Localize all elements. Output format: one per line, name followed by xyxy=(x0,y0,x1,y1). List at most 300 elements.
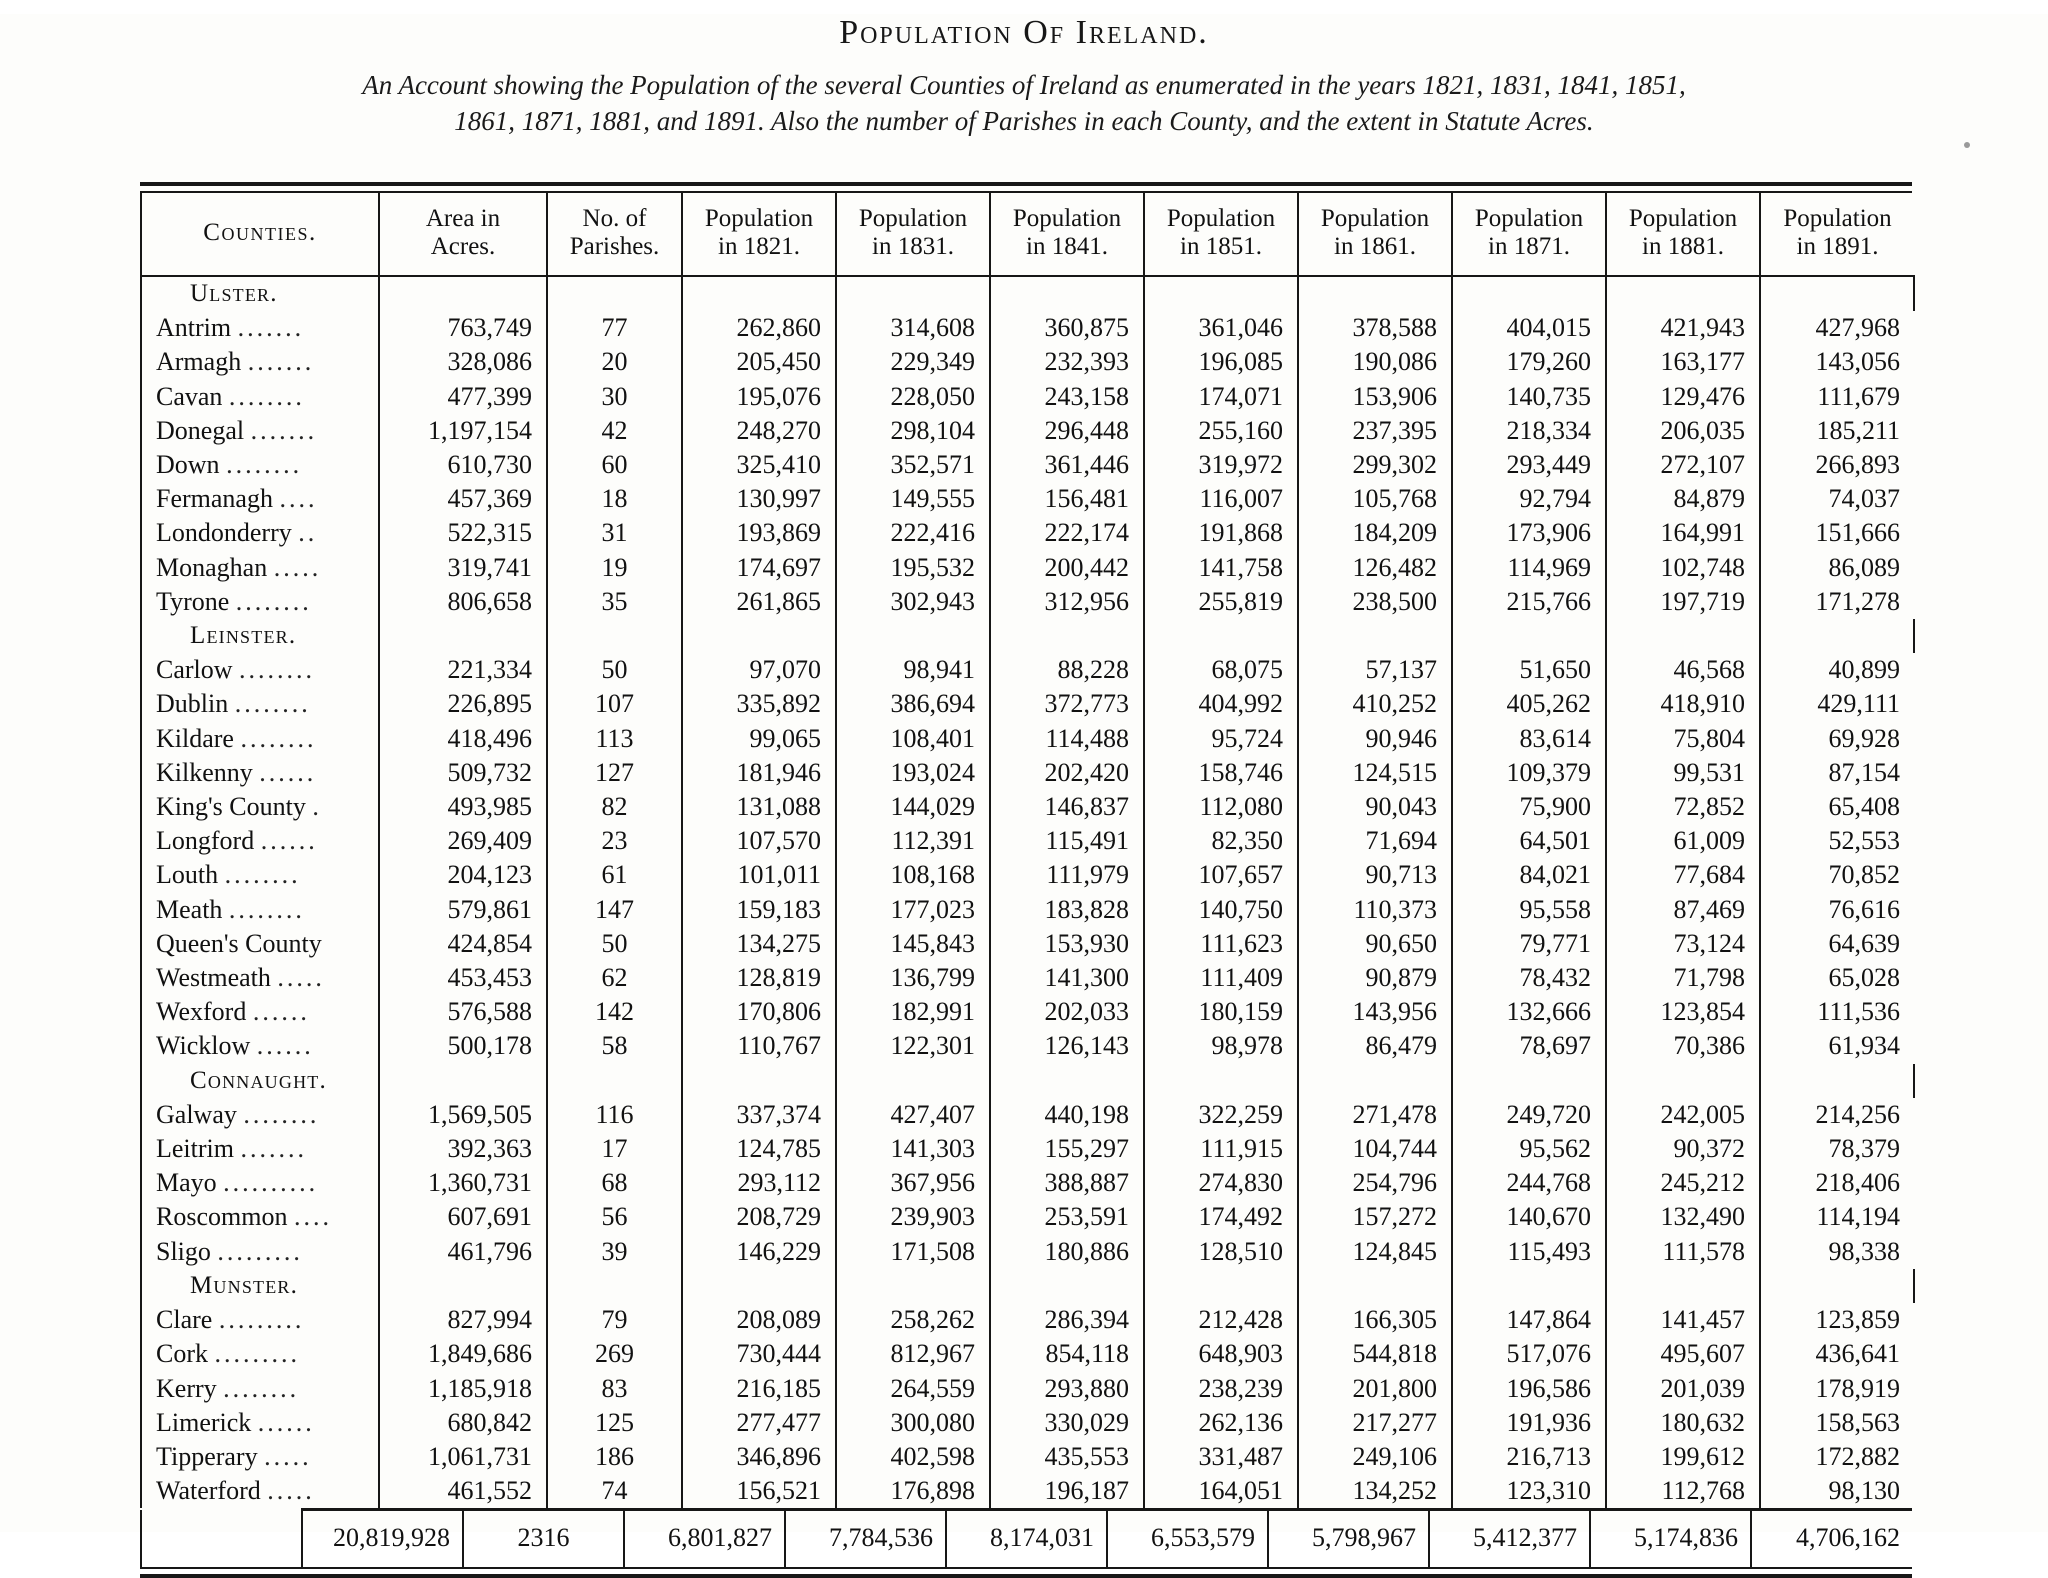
empty-cell xyxy=(1606,1269,1760,1303)
population-1871-cell: 147,864 xyxy=(1452,1303,1606,1337)
county-name: Fermanagh xyxy=(156,484,273,514)
population-1821-cell: 174,697 xyxy=(682,551,836,585)
population-1821-cell: 124,785 xyxy=(682,1132,836,1166)
population-1861-cell: 71,694 xyxy=(1298,824,1452,858)
population-1841-cell: 296,448 xyxy=(990,414,1144,448)
population-1891-cell: 178,919 xyxy=(1815,1373,1900,1403)
table-bottom-rule xyxy=(140,1567,1912,1578)
county-name: Kildare xyxy=(156,723,234,753)
population-1831-cell: 229,349 xyxy=(836,345,990,379)
county-name: Westmeath xyxy=(156,963,271,993)
empty-cell xyxy=(547,619,682,653)
header-line-2: in 1831. xyxy=(872,233,954,260)
header-line-1: Area in xyxy=(425,205,501,232)
county-name-cell xyxy=(141,448,379,482)
population-1851-cell: 68,075 xyxy=(1144,653,1298,687)
population-1841-cell: 200,442 xyxy=(990,551,1144,585)
population-1891-cell: 158,563 xyxy=(1815,1407,1900,1437)
county-name-cell xyxy=(141,1200,379,1234)
empty-cell xyxy=(379,619,547,653)
population-1851-cell: 262,136 xyxy=(1144,1406,1298,1440)
area-acres-cell: 1,061,731 xyxy=(379,1440,547,1474)
population-1841-cell: 88,228 xyxy=(990,653,1144,687)
column-header-counties xyxy=(141,193,379,276)
dot-leader: . xyxy=(312,792,322,822)
population-1831-cell: 812,967 xyxy=(836,1337,990,1371)
population-1891-cell: 123,859 xyxy=(1815,1305,1900,1335)
population-1861-cell: 249,106 xyxy=(1298,1440,1452,1474)
area-acres-cell: 424,854 xyxy=(379,927,547,961)
dot-leader: ...... xyxy=(256,1031,314,1061)
county-name-cell xyxy=(141,1235,379,1269)
county-name-cell xyxy=(141,653,379,687)
county-name-cell xyxy=(141,722,379,756)
population-1861-cell: 157,272 xyxy=(1298,1200,1452,1234)
population-1891-cell: 61,934 xyxy=(1828,1031,1900,1061)
population-1881-cell: 201,039 xyxy=(1606,1372,1760,1406)
population-1891-cell: 65,028 xyxy=(1828,963,1900,993)
population-1851-cell: 111,409 xyxy=(1144,961,1298,995)
dot-leader: ........ xyxy=(226,450,303,480)
county-name-cell xyxy=(141,1337,379,1371)
population-1851-cell: 191,868 xyxy=(1144,516,1298,550)
population-1891-cell: 185,211 xyxy=(1816,415,1900,445)
parishes-count-cell: 42 xyxy=(547,414,682,448)
empty-cell xyxy=(1606,619,1760,653)
dot-leader: ........ xyxy=(224,860,301,890)
population-1841-cell: 114,488 xyxy=(990,722,1144,756)
parishes-count-cell: 82 xyxy=(547,790,682,824)
population-1871-cell: 404,015 xyxy=(1452,311,1606,345)
population-1831-cell: 145,843 xyxy=(836,927,990,961)
dot-leader: ..... xyxy=(267,1476,315,1506)
dot-leader: ......... xyxy=(218,1305,305,1335)
parishes-count-cell: 60 xyxy=(547,448,682,482)
county-name: Mayo xyxy=(156,1168,217,1198)
population-1821-cell: 248,270 xyxy=(682,414,836,448)
parishes-count-cell: 17 xyxy=(547,1132,682,1166)
empty-cell xyxy=(379,1269,547,1303)
population-1841-cell: 388,887 xyxy=(990,1166,1144,1200)
table-row xyxy=(141,1406,1914,1440)
area-acres-cell: 221,334 xyxy=(379,653,547,687)
table-row xyxy=(141,687,1914,721)
population-1821-cell: 730,444 xyxy=(682,1337,836,1371)
county-name-cell xyxy=(141,345,379,379)
dot-leader: ........ xyxy=(228,894,305,924)
population-1851-cell: 140,750 xyxy=(1144,893,1298,927)
county-name: Sligo xyxy=(156,1236,211,1266)
population-1851-cell: 274,830 xyxy=(1144,1166,1298,1200)
empty-cell xyxy=(547,1064,682,1098)
county-name-cell xyxy=(141,790,379,824)
population-1831-cell: 195,532 xyxy=(836,551,990,585)
county-name: Londonderry xyxy=(156,518,292,548)
area-acres-cell: 610,730 xyxy=(379,448,547,482)
county-name: Donegal xyxy=(156,415,245,445)
population-1881-cell: 90,372 xyxy=(1606,1132,1760,1166)
document-page xyxy=(0,14,2048,1553)
population-1891-cell: 86,089 xyxy=(1828,552,1900,582)
population-1891-cell: 427,968 xyxy=(1815,313,1900,343)
parishes-count-cell: 127 xyxy=(547,756,682,790)
population-1831-cell: 302,943 xyxy=(836,585,990,619)
county-name-cell xyxy=(141,1166,379,1200)
population-1851-cell: 255,160 xyxy=(1144,414,1298,448)
header-line-2: in 1861. xyxy=(1334,233,1416,260)
population-1831-cell: 98,941 xyxy=(836,653,990,687)
population-1871-cell: 78,432 xyxy=(1452,961,1606,995)
empty-cell xyxy=(836,1064,990,1098)
population-1881-cell: 180,632 xyxy=(1606,1406,1760,1440)
population-1881-cell: 421,943 xyxy=(1606,311,1760,345)
dot-leader: ........ xyxy=(234,689,311,719)
dot-leader: ........ xyxy=(235,586,312,616)
population-1861-cell: 238,500 xyxy=(1298,585,1452,619)
population-1861-cell: 378,588 xyxy=(1298,311,1452,345)
dot-leader: ......... xyxy=(214,1339,300,1369)
population-1841-cell: 232,393 xyxy=(990,345,1144,379)
population-1881-cell: 61,009 xyxy=(1606,824,1760,858)
population-1881-cell: 197,719 xyxy=(1606,585,1760,619)
table-row xyxy=(141,448,1914,482)
population-1861-cell: 90,946 xyxy=(1298,722,1452,756)
population-1861-cell: 90,043 xyxy=(1298,790,1452,824)
county-name: Kerry xyxy=(156,1373,217,1403)
population-1821-cell: 216,185 xyxy=(682,1372,836,1406)
table-row xyxy=(141,653,1914,687)
parishes-count-cell: 186 xyxy=(547,1440,682,1474)
parishes-count-cell: 31 xyxy=(547,516,682,550)
population-1821-cell: 181,946 xyxy=(682,756,836,790)
population-1831-cell: 258,262 xyxy=(836,1303,990,1337)
table-row xyxy=(141,1235,1914,1269)
empty-cell xyxy=(836,1269,990,1303)
county-name: Tipperary xyxy=(156,1441,258,1471)
population-1871-cell: 109,379 xyxy=(1452,756,1606,790)
empty-cell xyxy=(990,276,1144,311)
population-1891-cell: 40,899 xyxy=(1828,655,1900,685)
empty-cell xyxy=(1760,276,1914,311)
area-acres-cell: 522,315 xyxy=(379,516,547,550)
population-1871-cell: 140,735 xyxy=(1452,380,1606,414)
population-1871-cell: 132,666 xyxy=(1452,995,1606,1029)
area-acres-cell: 392,363 xyxy=(379,1132,547,1166)
empty-cell xyxy=(379,276,547,311)
table-row xyxy=(141,790,1914,824)
population-1841-cell: 222,174 xyxy=(990,516,1144,550)
population-1841-cell: 361,446 xyxy=(990,448,1144,482)
population-1861-cell: 190,086 xyxy=(1298,345,1452,379)
totals-1871: 5,412,377 xyxy=(1429,1510,1590,1568)
population-1841-cell: 360,875 xyxy=(990,311,1144,345)
county-name: Wexford xyxy=(156,997,247,1027)
county-name: Roscommon xyxy=(156,1202,288,1232)
population-1871-cell: 216,713 xyxy=(1452,1440,1606,1474)
population-1861-cell: 544,818 xyxy=(1298,1337,1452,1371)
population-1831-cell: 402,598 xyxy=(836,1440,990,1474)
area-acres-cell: 319,741 xyxy=(379,551,547,585)
county-name: Waterford xyxy=(156,1476,261,1506)
population-1851-cell: 361,046 xyxy=(1144,311,1298,345)
population-1871-cell: 92,794 xyxy=(1452,482,1606,516)
county-name-cell xyxy=(141,414,379,448)
population-1861-cell: 86,479 xyxy=(1298,1029,1452,1063)
county-name: Wicklow xyxy=(156,1031,251,1061)
county-name-cell xyxy=(141,961,379,995)
area-acres-cell: 461,552 xyxy=(379,1474,547,1508)
population-1821-cell: 131,088 xyxy=(682,790,836,824)
population-1821-cell: 205,450 xyxy=(682,345,836,379)
empty-cell xyxy=(990,619,1144,653)
province-header-row xyxy=(141,1064,1914,1098)
population-1891-cell: 70,852 xyxy=(1828,860,1900,890)
population-1881-cell: 99,531 xyxy=(1606,756,1760,790)
totals-row xyxy=(141,1510,1912,1568)
county-name: Carlow xyxy=(156,655,233,685)
population-1841-cell: 111,979 xyxy=(990,858,1144,892)
empty-cell xyxy=(1760,619,1914,653)
parishes-count-cell: 116 xyxy=(547,1098,682,1132)
population-1891-cell: 65,408 xyxy=(1828,792,1900,822)
area-acres-cell: 1,360,731 xyxy=(379,1166,547,1200)
population-1861-cell: 201,800 xyxy=(1298,1372,1452,1406)
population-1871-cell: 79,771 xyxy=(1452,927,1606,961)
area-acres-cell: 763,749 xyxy=(379,311,547,345)
table-body xyxy=(141,276,1914,1508)
header-line-2: in 1891. xyxy=(1796,233,1879,260)
population-1841-cell: 180,886 xyxy=(990,1235,1144,1269)
empty-cell xyxy=(1452,619,1606,653)
population-1861-cell: 126,482 xyxy=(1298,551,1452,585)
county-name: Down xyxy=(156,450,220,480)
population-1831-cell: 108,168 xyxy=(836,858,990,892)
county-name: King's County xyxy=(156,792,306,822)
parishes-count-cell: 50 xyxy=(547,927,682,961)
area-acres-cell: 1,569,505 xyxy=(379,1098,547,1132)
population-1821-cell: 335,892 xyxy=(682,687,836,721)
population-1871-cell: 75,900 xyxy=(1452,790,1606,824)
table-row xyxy=(141,756,1914,790)
county-name: Leitrim xyxy=(156,1134,234,1164)
dot-leader: ......... xyxy=(217,1236,303,1266)
province-header-row xyxy=(141,276,1914,311)
population-1851-cell: 404,992 xyxy=(1144,687,1298,721)
population-1891-cell: 76,616 xyxy=(1828,894,1900,924)
county-name: Armagh xyxy=(156,347,242,377)
county-name-cell xyxy=(141,687,379,721)
empty-cell xyxy=(1144,276,1298,311)
population-1881-cell: 75,804 xyxy=(1606,722,1760,756)
population-1871-cell: 115,493 xyxy=(1452,1235,1606,1269)
table-row xyxy=(141,1166,1914,1200)
population-1831-cell: 122,301 xyxy=(836,1029,990,1063)
population-1831-cell: 149,555 xyxy=(836,482,990,516)
area-acres-cell: 269,409 xyxy=(379,824,547,858)
column-header-in1821 xyxy=(682,193,836,276)
table-row xyxy=(141,1303,1914,1337)
area-acres-cell: 827,994 xyxy=(379,1303,547,1337)
population-1871-cell: 405,262 xyxy=(1452,687,1606,721)
population-1831-cell: 108,401 xyxy=(836,722,990,756)
population-1881-cell: 242,005 xyxy=(1606,1098,1760,1132)
population-1821-cell: 107,570 xyxy=(682,824,836,858)
population-1821-cell: 325,410 xyxy=(682,448,836,482)
population-1831-cell: 352,571 xyxy=(836,448,990,482)
population-1821-cell: 101,011 xyxy=(682,858,836,892)
parishes-count-cell: 30 xyxy=(547,380,682,414)
totals-area: 20,819,928 xyxy=(302,1510,463,1568)
county-name-cell xyxy=(141,1132,379,1166)
population-1891-cell: 111,679 xyxy=(1817,381,1900,411)
county-name-cell xyxy=(141,858,379,892)
county-name-cell xyxy=(141,893,379,927)
header-line-2: Parishes. xyxy=(569,233,660,260)
population-1831-cell: 177,023 xyxy=(836,893,990,927)
population-1841-cell: 243,158 xyxy=(990,380,1144,414)
subtitle-line-2: 1861, 1871, 1881, and 1891. Also the number of Parishes in each County, and the extent in Statute Acres. xyxy=(454,105,1594,136)
population-1891-cell: 266,893 xyxy=(1815,450,1900,480)
county-name: Dublin xyxy=(156,689,229,719)
population-1851-cell: 98,978 xyxy=(1144,1029,1298,1063)
county-name-cell xyxy=(141,1098,379,1132)
population-1861-cell: 104,744 xyxy=(1298,1132,1452,1166)
population-1871-cell: 215,766 xyxy=(1452,585,1606,619)
header-row xyxy=(141,193,1914,276)
empty-cell xyxy=(682,1269,836,1303)
population-1841-cell: 146,837 xyxy=(990,790,1144,824)
population-1861-cell: 410,252 xyxy=(1298,687,1452,721)
county-name: Kilkenny xyxy=(156,757,253,787)
population-1881-cell: 72,852 xyxy=(1606,790,1760,824)
population-1851-cell: 95,724 xyxy=(1144,722,1298,756)
population-1861-cell: 143,956 xyxy=(1298,995,1452,1029)
population-1871-cell: 293,449 xyxy=(1452,448,1606,482)
population-1891-cell: 151,666 xyxy=(1815,518,1900,548)
population-1831-cell: 427,407 xyxy=(836,1098,990,1132)
population-1851-cell: 111,915 xyxy=(1144,1132,1298,1166)
population-1891-cell: 98,338 xyxy=(1828,1236,1900,1266)
population-1841-cell: 312,956 xyxy=(990,585,1144,619)
population-1881-cell: 418,910 xyxy=(1606,687,1760,721)
empty-cell xyxy=(1760,1269,1914,1303)
empty-cell xyxy=(1298,1064,1452,1098)
header-line-2: in 1871. xyxy=(1488,233,1570,260)
population-1881-cell: 206,035 xyxy=(1606,414,1760,448)
area-acres-cell: 493,985 xyxy=(379,790,547,824)
population-1831-cell: 300,080 xyxy=(836,1406,990,1440)
county-name-cell xyxy=(141,756,379,790)
empty-cell xyxy=(990,1269,1144,1303)
dot-leader: ........ xyxy=(228,381,305,411)
population-1861-cell: 237,395 xyxy=(1298,414,1452,448)
population-1831-cell: 239,903 xyxy=(836,1200,990,1234)
population-1881-cell: 132,490 xyxy=(1606,1200,1760,1234)
population-1881-cell: 199,612 xyxy=(1606,1440,1760,1474)
population-1881-cell: 495,607 xyxy=(1606,1337,1760,1371)
column-header-acres xyxy=(379,193,547,276)
population-1831-cell: 141,303 xyxy=(836,1132,990,1166)
header-line-1: Counties. xyxy=(203,219,317,246)
table-header xyxy=(141,193,1914,276)
parishes-count-cell: 68 xyxy=(547,1166,682,1200)
parishes-count-cell: 147 xyxy=(547,893,682,927)
population-1881-cell: 77,684 xyxy=(1606,858,1760,892)
area-acres-cell: 509,732 xyxy=(379,756,547,790)
dot-leader: .......... xyxy=(223,1168,319,1198)
table-row xyxy=(141,585,1914,619)
population-1881-cell: 46,568 xyxy=(1606,653,1760,687)
parishes-count-cell: 269 xyxy=(547,1337,682,1371)
table-row xyxy=(141,1474,1914,1508)
population-1881-cell: 112,768 xyxy=(1606,1474,1760,1508)
province-name: Leinster. xyxy=(141,619,379,653)
table-row xyxy=(141,995,1914,1029)
county-name-cell xyxy=(141,1029,379,1063)
parishes-count-cell: 79 xyxy=(547,1303,682,1337)
county-name-cell xyxy=(141,482,379,516)
population-1841-cell: 156,481 xyxy=(990,482,1144,516)
population-1881-cell: 245,212 xyxy=(1606,1166,1760,1200)
header-line-1: Population xyxy=(1628,205,1738,232)
dot-leader: ........ xyxy=(239,655,316,685)
population-1831-cell: 228,050 xyxy=(836,380,990,414)
county-name-cell xyxy=(141,311,379,345)
population-1871-cell: 123,310 xyxy=(1452,1474,1606,1508)
totals-label xyxy=(141,1510,302,1568)
population-1851-cell: 319,972 xyxy=(1144,448,1298,482)
area-acres-cell: 453,453 xyxy=(379,961,547,995)
population-1851-cell: 255,819 xyxy=(1144,585,1298,619)
column-header-in1891 xyxy=(1760,193,1914,276)
province-header-row xyxy=(141,619,1914,653)
table-row xyxy=(141,516,1914,550)
population-1831-cell: 182,991 xyxy=(836,995,990,1029)
totals-container xyxy=(140,1508,1912,1567)
population-1871-cell: 78,697 xyxy=(1452,1029,1606,1063)
dot-leader: ........ xyxy=(223,1373,300,1403)
population-1821-cell: 99,065 xyxy=(682,722,836,756)
population-1871-cell: 244,768 xyxy=(1452,1166,1606,1200)
column-header-in1841 xyxy=(990,193,1144,276)
population-1821-cell: 208,089 xyxy=(682,1303,836,1337)
totals-1841: 8,174,031 xyxy=(946,1510,1107,1568)
header-line-1: Population xyxy=(1012,205,1122,232)
population-1881-cell: 73,124 xyxy=(1606,927,1760,961)
population-1861-cell: 110,373 xyxy=(1298,893,1452,927)
subtitle-line-1: An Account showing the Population of the several Counties of Ireland as enumerated in the years 1821, 1831, 1841, 1851, xyxy=(362,70,1686,100)
population-1861-cell: 134,252 xyxy=(1298,1474,1452,1508)
population-1851-cell: 141,758 xyxy=(1144,551,1298,585)
census-table-container xyxy=(140,182,1912,1578)
dot-leader: ....... xyxy=(250,415,318,445)
table-row xyxy=(141,311,1914,345)
population-1821-cell: 337,374 xyxy=(682,1098,836,1132)
population-1861-cell: 166,305 xyxy=(1298,1303,1452,1337)
population-1851-cell: 158,746 xyxy=(1144,756,1298,790)
empty-cell xyxy=(1298,1269,1452,1303)
population-1841-cell: 440,198 xyxy=(990,1098,1144,1132)
county-name-cell xyxy=(141,927,379,961)
population-1821-cell: 134,275 xyxy=(682,927,836,961)
population-1891-cell: 143,056 xyxy=(1815,347,1900,377)
population-1891-cell: 98,130 xyxy=(1828,1476,1900,1506)
population-1821-cell: 208,729 xyxy=(682,1200,836,1234)
table-row xyxy=(141,345,1914,379)
header-line-2: in 1821. xyxy=(718,233,800,260)
area-acres-cell: 1,197,154 xyxy=(379,414,547,448)
population-1891-cell: 171,278 xyxy=(1815,586,1900,616)
